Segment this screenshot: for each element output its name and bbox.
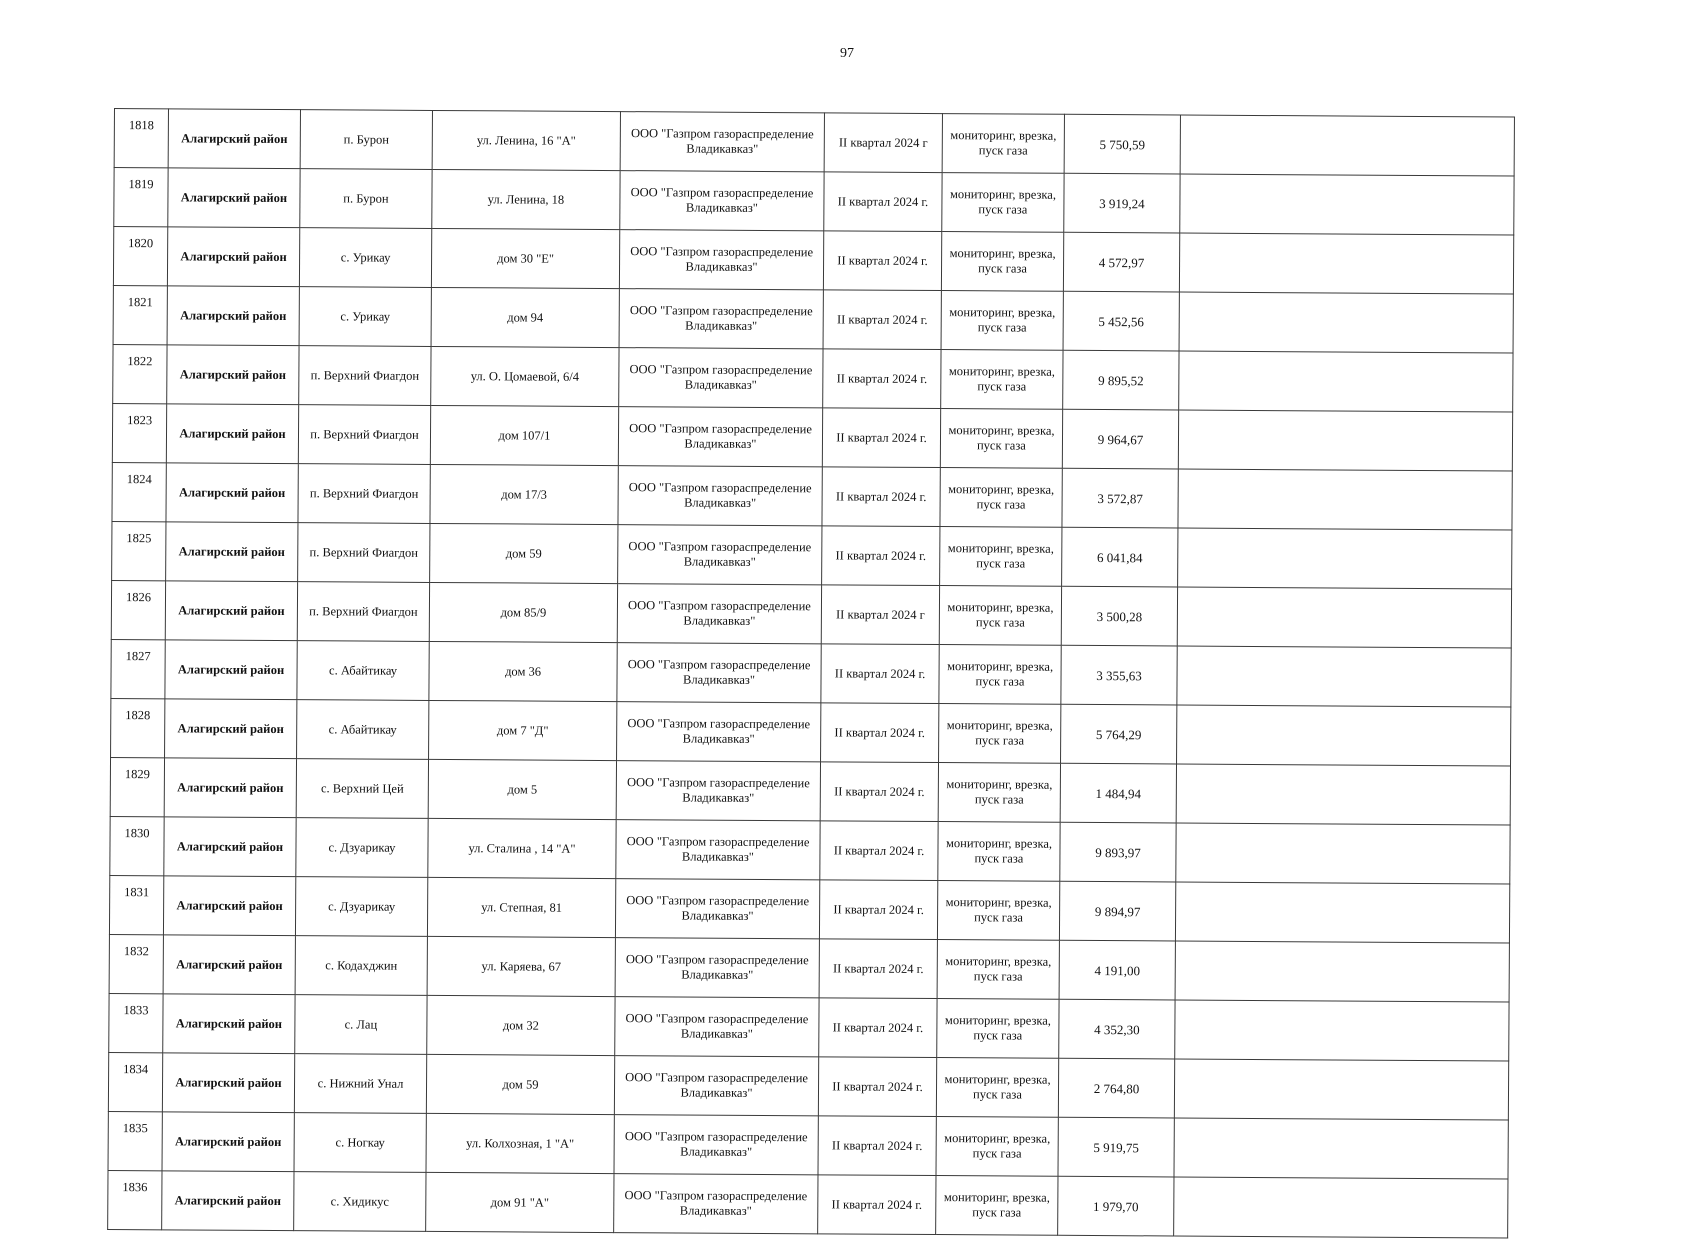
- work-type-cell: мониторинг, врезка, пуск газа: [936, 1176, 1058, 1236]
- table-row: [108, 1111, 1508, 1179]
- row-number-cell: 1833: [109, 993, 163, 1052]
- district-cell: Алагирский район: [164, 817, 296, 877]
- settlement-cell: с. Ногкау: [294, 1113, 426, 1173]
- district-cell: Алагирский район: [163, 935, 295, 995]
- address-cell: дом 107/1: [430, 405, 618, 465]
- settlement-cell: п. Верхний Фиагдон: [299, 346, 431, 406]
- row-number-cell: 1819: [114, 168, 168, 227]
- row-number-cell: 1828: [111, 698, 165, 757]
- period-cell: II квартал 2024 г.: [819, 880, 937, 940]
- row-number-cell: 1822: [113, 344, 167, 403]
- amount-cell: 5 919,75: [1058, 1117, 1174, 1177]
- address-cell: ул. О. Цомаевой, 6/4: [431, 346, 619, 406]
- organization-cell: ООО "Газпром газораспределение Владикавказ": [615, 997, 819, 1057]
- table-row: [109, 934, 1509, 1002]
- settlement-cell: п. Верхний Фиагдон: [298, 523, 430, 583]
- row-number-cell: 1836: [108, 1170, 162, 1229]
- period-cell: II квартал 2024 г.: [822, 408, 940, 468]
- empty-cell: [1175, 941, 1509, 1002]
- district-cell: Алагирский район: [162, 1112, 294, 1172]
- empty-cell: [1174, 1059, 1508, 1120]
- settlement-cell: с. Урикау: [299, 287, 431, 347]
- period-cell: II квартал 2024 г.: [818, 1175, 936, 1235]
- organization-cell: ООО "Газпром газораспределение Владикавказ": [619, 289, 823, 349]
- empty-cell: [1178, 410, 1512, 471]
- gas-connection-table: [107, 108, 1515, 1239]
- row-number-cell: 1820: [113, 227, 167, 286]
- empty-cell: [1179, 351, 1513, 412]
- address-cell: ул. Колхозная, 1 "А": [426, 1113, 614, 1173]
- work-type-cell: мониторинг, врезка, пуск газа: [937, 881, 1059, 941]
- amount-cell: 4 572,97: [1063, 232, 1179, 292]
- address-cell: дом 36: [429, 641, 617, 701]
- address-cell: дом 32: [427, 995, 615, 1055]
- page-number: 97: [840, 46, 854, 61]
- table-row: [110, 816, 1510, 884]
- settlement-cell: п. Бурон: [300, 110, 432, 170]
- settlement-cell: с. Верхний Цей: [296, 759, 428, 819]
- table-row: [112, 462, 1512, 530]
- work-type-cell: мониторинг, врезка, пуск газа: [939, 645, 1061, 705]
- amount-cell: 3 355,63: [1061, 645, 1177, 705]
- period-cell: II квартал 2024 г: [824, 113, 942, 173]
- district-cell: Алагирский район: [165, 640, 297, 700]
- period-cell: II квартал 2024 г.: [819, 998, 937, 1058]
- settlement-cell: с. Лац: [295, 995, 427, 1055]
- empty-cell: [1180, 174, 1514, 235]
- organization-cell: ООО "Газпром газораспределение Владикавказ": [614, 1056, 818, 1116]
- address-cell: ул. Каряева, 67: [427, 936, 615, 996]
- amount-cell: 2 764,80: [1058, 1058, 1174, 1118]
- settlement-cell: с. Хидикус: [294, 1172, 426, 1232]
- district-cell: Алагирский район: [165, 581, 297, 641]
- settlement-cell: с. Урикау: [299, 228, 431, 288]
- district-cell: Алагирский район: [164, 758, 296, 818]
- row-number-cell: 1824: [112, 462, 166, 521]
- address-cell: ул. Ленина, 18: [432, 169, 620, 229]
- work-type-cell: мониторинг, врезка, пуск газа: [942, 173, 1064, 233]
- organization-cell: ООО "Газпром газораспределение Владикавказ": [620, 112, 824, 172]
- amount-cell: 9 893,97: [1060, 822, 1176, 882]
- empty-cell: [1179, 233, 1513, 294]
- period-cell: II квартал 2024 г.: [818, 1057, 936, 1117]
- district-cell: Алагирский район: [162, 1171, 294, 1231]
- period-cell: II квартал 2024 г.: [818, 1116, 936, 1176]
- amount-cell: 3 919,24: [1064, 173, 1180, 233]
- district-cell: Алагирский район: [166, 404, 298, 464]
- gas-connection-table-wrapper: [107, 108, 1514, 1239]
- organization-cell: ООО "Газпром газораспределение Владикавказ": [619, 230, 823, 290]
- amount-cell: 3 572,87: [1062, 468, 1178, 528]
- district-cell: Алагирский район: [166, 463, 298, 523]
- amount-cell: 3 500,28: [1061, 586, 1177, 646]
- amount-cell: 6 041,84: [1062, 527, 1178, 587]
- district-cell: Алагирский район: [167, 345, 299, 405]
- amount-cell: 9 895,52: [1063, 350, 1179, 410]
- address-cell: дом 59: [426, 1054, 614, 1114]
- district-cell: Алагирский район: [167, 227, 299, 287]
- work-type-cell: мониторинг, врезка, пуск газа: [940, 527, 1062, 587]
- amount-cell: 5 452,56: [1063, 291, 1179, 351]
- work-type-cell: мониторинг, врезка, пуск газа: [938, 822, 1060, 882]
- organization-cell: ООО "Газпром газораспределение Владикавказ": [614, 1115, 818, 1175]
- work-type-cell: мониторинг, врезка, пуск газа: [938, 763, 1060, 823]
- amount-cell: 4 352,30: [1059, 999, 1175, 1059]
- empty-cell: [1174, 1177, 1508, 1238]
- address-cell: дом 5: [428, 759, 616, 819]
- empty-cell: [1180, 115, 1514, 176]
- table-row: [114, 109, 1514, 177]
- period-cell: II квартал 2024 г.: [821, 703, 939, 763]
- empty-cell: [1178, 469, 1512, 530]
- amount-cell: 5 764,29: [1061, 704, 1177, 764]
- organization-cell: ООО "Газпром газораспределение Владикавказ": [618, 466, 822, 526]
- district-cell: Алагирский район: [168, 168, 300, 228]
- organization-cell: ООО "Газпром газораспределение Владикавказ": [616, 820, 820, 880]
- row-number-cell: 1831: [109, 875, 163, 934]
- work-type-cell: мониторинг, врезка, пуск газа: [936, 1058, 1058, 1118]
- empty-cell: [1176, 764, 1510, 825]
- address-cell: дом 30 "Е": [431, 228, 619, 288]
- district-cell: Алагирский район: [165, 699, 297, 759]
- settlement-cell: с. Абайтикау: [297, 641, 429, 701]
- table-row: [111, 698, 1511, 766]
- row-number-cell: 1827: [111, 639, 165, 698]
- settlement-cell: с. Дзуарикау: [295, 877, 427, 937]
- table-body: [108, 109, 1515, 1239]
- table-row: [112, 521, 1512, 589]
- work-type-cell: мониторинг, врезка, пуск газа: [941, 350, 1063, 410]
- settlement-cell: с. Абайтикау: [297, 700, 429, 760]
- settlement-cell: п. Верхний Фиагдон: [298, 405, 430, 465]
- amount-cell: 9 894,97: [1059, 881, 1175, 941]
- address-cell: ул. Степная, 81: [427, 877, 615, 937]
- work-type-cell: мониторинг, врезка, пуск газа: [940, 468, 1062, 528]
- period-cell: II квартал 2024 г.: [823, 290, 941, 350]
- empty-cell: [1175, 882, 1509, 943]
- period-cell: II квартал 2024 г.: [823, 231, 941, 291]
- work-type-cell: мониторинг, врезка, пуск газа: [940, 409, 1062, 469]
- period-cell: II квартал 2024 г.: [824, 172, 942, 232]
- organization-cell: ООО "Газпром газораспределение Владикавказ": [617, 643, 821, 703]
- table-row: [111, 639, 1511, 707]
- settlement-cell: с. Кодахджин: [295, 936, 427, 996]
- organization-cell: ООО "Газпром газораспределение Владикавказ": [616, 761, 820, 821]
- period-cell: II квартал 2024 г.: [822, 467, 940, 527]
- period-cell: II квартал 2024 г.: [821, 644, 939, 704]
- work-type-cell: мониторинг, врезка, пуск газа: [936, 1117, 1058, 1177]
- amount-cell: 9 964,67: [1062, 409, 1178, 469]
- table-row: [110, 757, 1510, 825]
- table-row: [113, 285, 1513, 353]
- address-cell: дом 91 "А": [426, 1172, 614, 1232]
- row-number-cell: 1835: [108, 1111, 162, 1170]
- table-row: [109, 875, 1509, 943]
- work-type-cell: мониторинг, врезка, пуск газа: [939, 704, 1061, 764]
- amount-cell: 1 979,70: [1058, 1176, 1174, 1236]
- period-cell: II квартал 2024 г.: [823, 349, 941, 409]
- period-cell: II квартал 2024 г: [821, 585, 939, 645]
- settlement-cell: с. Нижний Унал: [294, 1054, 426, 1114]
- empty-cell: [1177, 646, 1511, 707]
- address-cell: ул. Ленина, 16 "А": [432, 110, 620, 170]
- district-cell: Алагирский район: [162, 1053, 294, 1113]
- table-row: [112, 403, 1512, 471]
- table-row: [113, 344, 1513, 412]
- period-cell: II квартал 2024 г.: [819, 939, 937, 999]
- row-number-cell: 1826: [111, 580, 165, 639]
- period-cell: II квартал 2024 г.: [820, 762, 938, 822]
- empty-cell: [1177, 587, 1511, 648]
- empty-cell: [1179, 292, 1513, 353]
- district-cell: Алагирский район: [163, 876, 295, 936]
- work-type-cell: мониторинг, врезка, пуск газа: [941, 291, 1063, 351]
- row-number-cell: 1825: [112, 521, 166, 580]
- organization-cell: ООО "Газпром газораспределение Владикавказ": [615, 938, 819, 998]
- amount-cell: 5 750,59: [1064, 114, 1180, 174]
- row-number-cell: 1834: [108, 1052, 162, 1111]
- table-row: [109, 993, 1509, 1061]
- table-row: [113, 227, 1513, 295]
- period-cell: II квартал 2024 г.: [822, 526, 940, 586]
- district-cell: Алагирский район: [168, 109, 300, 169]
- period-cell: II квартал 2024 г.: [820, 821, 938, 881]
- district-cell: Алагирский район: [166, 522, 298, 582]
- district-cell: Алагирский район: [163, 994, 295, 1054]
- row-number-cell: 1830: [110, 816, 164, 875]
- settlement-cell: п. Верхний Фиагдон: [298, 464, 430, 524]
- settlement-cell: п. Бурон: [300, 169, 432, 229]
- organization-cell: ООО "Газпром газораспределение Владикавказ": [615, 879, 819, 939]
- row-number-cell: 1823: [112, 403, 166, 462]
- address-cell: дом 85/9: [429, 582, 617, 642]
- district-cell: Алагирский район: [167, 286, 299, 346]
- organization-cell: ООО "Газпром газораспределение Владикавказ": [618, 407, 822, 467]
- organization-cell: ООО "Газпром газораспределение Владикавказ": [617, 702, 821, 762]
- organization-cell: ООО "Газпром газораспределение Владикавказ": [614, 1174, 818, 1234]
- empty-cell: [1178, 528, 1512, 589]
- organization-cell: ООО "Газпром газораспределение Владикавказ": [617, 584, 821, 644]
- address-cell: ул. Сталина , 14 "А": [428, 818, 616, 878]
- organization-cell: ООО "Газпром газораспределение Владикавказ": [618, 525, 822, 585]
- settlement-cell: с. Дзуарикау: [296, 818, 428, 878]
- row-number-cell: 1832: [109, 934, 163, 993]
- organization-cell: ООО "Газпром газораспределение Владикавказ": [620, 171, 824, 231]
- work-type-cell: мониторинг, врезка, пуск газа: [937, 940, 1059, 1000]
- amount-cell: 4 191,00: [1059, 940, 1175, 1000]
- table-row: [108, 1052, 1508, 1120]
- work-type-cell: мониторинг, врезка, пуск газа: [939, 586, 1061, 646]
- settlement-cell: п. Верхний Фиагдон: [297, 582, 429, 642]
- address-cell: дом 59: [430, 523, 618, 583]
- work-type-cell: мониторинг, врезка, пуск газа: [942, 114, 1064, 174]
- address-cell: дом 7 "Д": [429, 700, 617, 760]
- empty-cell: [1175, 1000, 1509, 1061]
- row-number-cell: 1829: [110, 757, 164, 816]
- work-type-cell: мониторинг, врезка, пуск газа: [937, 999, 1059, 1059]
- empty-cell: [1177, 705, 1511, 766]
- address-cell: дом 17/3: [430, 464, 618, 524]
- amount-cell: 1 484,94: [1060, 763, 1176, 823]
- row-number-cell: 1821: [113, 285, 167, 344]
- empty-cell: [1176, 823, 1510, 884]
- organization-cell: ООО "Газпром газораспределение Владикавказ": [619, 348, 823, 408]
- row-number-cell: 1818: [114, 109, 168, 168]
- table-row: [111, 580, 1511, 648]
- table-row: [108, 1170, 1508, 1238]
- address-cell: дом 94: [431, 287, 619, 347]
- empty-cell: [1174, 1118, 1508, 1179]
- work-type-cell: мониторинг, врезка, пуск газа: [941, 232, 1063, 292]
- table-row: [114, 168, 1514, 236]
